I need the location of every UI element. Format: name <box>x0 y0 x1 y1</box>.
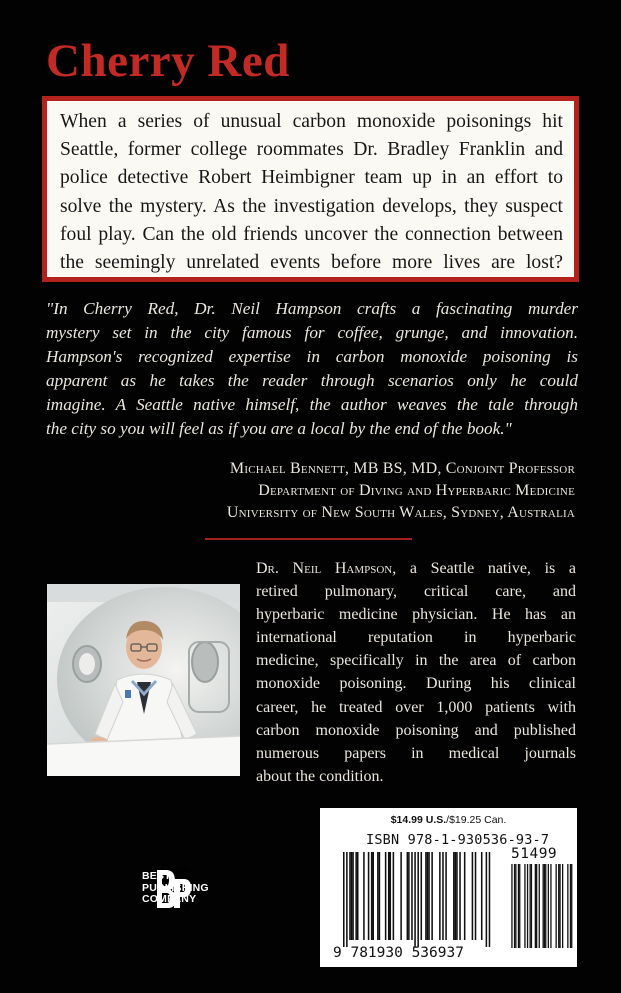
barcode-bar <box>388 852 390 940</box>
author-photo <box>47 584 240 776</box>
bio-line: retired pulmonary, critical care, and <box>256 583 576 601</box>
barcode-bar <box>351 852 353 940</box>
quote-line: apparent as he takes the reader through scenarios only he could <box>46 371 578 391</box>
bio-line: numerous papers in medical journals <box>256 744 576 762</box>
bio-line: about the condition. <box>256 767 384 785</box>
quote-line: imagine. A Seattle native himself, the author weaves the tale through <box>46 395 578 415</box>
barcode-bar <box>543 864 544 948</box>
barcode-bar <box>556 864 557 948</box>
quote-line: Hampson's recognized expertise in carbon monoxide poisoning is <box>46 347 578 367</box>
synopsis-line: Seattle, former college roommates Dr. Bradley Franklin and <box>60 139 563 161</box>
barcode-bar <box>343 852 345 947</box>
barcode-bar <box>408 852 410 940</box>
author-bio <box>256 557 576 788</box>
barcode-bar <box>559 864 560 948</box>
barcode-bar <box>417 852 419 947</box>
publisher-line-3: COMPANY <box>142 893 197 905</box>
barcode-bar <box>558 864 559 948</box>
bio-line: carbon monoxide poisoning and published <box>256 721 576 739</box>
barcode-bar <box>536 864 537 948</box>
barcode-bar <box>511 864 512 948</box>
bio-line: monoxide poisoning. During his clinical <box>256 675 576 693</box>
isbn-label: ISBN 978-1-930536-93-7 <box>366 832 550 848</box>
synopsis-line: the seemingly unrelated events before more lives are lost? <box>60 252 563 274</box>
barcode-bar <box>530 864 531 948</box>
barcode-bar <box>456 852 458 940</box>
synopsis-text <box>60 108 563 277</box>
attribution-line: Department of Diving and Hyperbaric Medicine <box>258 482 575 499</box>
barcode-bar <box>514 864 515 948</box>
book-title: Cherry Red <box>46 35 290 87</box>
barcode-bar <box>544 864 545 948</box>
barcode-bar <box>379 852 381 940</box>
barcode-bar <box>355 852 357 940</box>
quote-line: mystery set in the city famous for coffee, grunge, and innovation. <box>46 323 578 343</box>
quote-line: the city so you will feel as if you are a local by the end of the book." <box>46 419 512 439</box>
review-quote <box>46 297 578 442</box>
bio-line: career, he treated over 1,000 patients with <box>256 698 576 716</box>
bio-line <box>256 557 576 580</box>
barcode-bar <box>393 852 395 940</box>
barcode-bar <box>425 852 427 940</box>
barcode-bar <box>562 864 563 948</box>
bio-line: medicine, specifically in the area of carbon <box>256 652 576 670</box>
barcode-bar <box>531 864 532 948</box>
barcode-bar <box>421 852 423 940</box>
barcode-bar <box>407 852 409 940</box>
barcode-bar <box>571 864 572 948</box>
barcode-bar <box>349 852 351 940</box>
barcode-bar <box>346 852 348 947</box>
publisher-line-1: BEST <box>142 870 171 882</box>
barcode-bar <box>428 852 430 940</box>
barcode-bar <box>368 852 370 940</box>
barcode-bar <box>486 852 488 947</box>
barcode-bar <box>400 852 402 940</box>
barcode-bar <box>453 852 455 940</box>
barcode-bar <box>515 864 516 948</box>
barcode-bar <box>431 852 433 940</box>
barcode-bar <box>390 852 392 940</box>
barcode-bar <box>464 852 466 940</box>
barcode-bar <box>524 864 525 948</box>
barcode-panel <box>320 808 577 967</box>
barcode-bar <box>352 852 354 940</box>
price-us: $14.99 U.S. <box>390 814 447 826</box>
barcode-bar <box>414 852 416 947</box>
barcode-bar <box>439 852 441 940</box>
price-addon-label: 51499 <box>511 846 558 862</box>
barcode-bar <box>357 852 359 940</box>
synopsis-line: solve the mystery. As the investigation develops, they suspect <box>60 195 563 217</box>
synopsis-line: When a series of unusual carbon monoxide poisonings hit <box>60 111 563 132</box>
barcode-bar <box>567 864 568 948</box>
barcode-bar <box>489 852 491 947</box>
barcode-bar <box>550 864 551 948</box>
attribution-line: Michael Bennett, MB BS, MD, Conjoint Professor <box>229 460 575 477</box>
synopsis-line: police detective Robert Heimbigner team up in an effort to <box>60 167 563 189</box>
barcode-bars <box>320 808 577 967</box>
bio-first-line-rest: , a Seattle native, is a <box>392 560 576 577</box>
barcode-bar <box>519 864 520 948</box>
review-attribution <box>227 458 575 524</box>
quote-line: "In Cherry Red, Dr. Neil Hampson crafts a fascinating murder <box>46 299 578 318</box>
barcode-bar <box>377 852 379 940</box>
barcode-bar <box>459 852 461 940</box>
barcode-bar <box>371 852 373 940</box>
barcode-bar <box>570 864 571 948</box>
author-photo-illustration <box>47 584 240 776</box>
barcode-bar <box>539 864 540 948</box>
publisher-line-2: PUBLISHING <box>142 881 209 894</box>
ean-label: 9 781930 536937 <box>333 945 464 961</box>
barcode-bar <box>442 852 444 940</box>
synopsis-box <box>42 96 579 282</box>
synopsis-line: foul play. Can the old friends uncover the connection between <box>60 223 563 245</box>
barcode-bar <box>427 852 429 940</box>
section-divider <box>205 538 412 540</box>
barcode-bar <box>455 852 457 940</box>
attribution-line: University of New South Wales, Sydney, Australia <box>226 504 575 521</box>
publisher-name <box>142 871 209 906</box>
barcode-bar <box>527 864 528 948</box>
barcode-bar <box>545 864 546 948</box>
barcode-bar <box>411 852 413 940</box>
barcode-bar <box>472 852 474 940</box>
bio-line: hyperbaric medicine physician. He has an <box>256 606 576 624</box>
barcode-bar <box>475 852 477 940</box>
barcode-bar <box>385 852 387 940</box>
barcode-bar <box>518 864 519 948</box>
barcode-bar <box>535 864 536 948</box>
barcode-bar <box>363 852 365 940</box>
price-can: /$19.25 Can. <box>446 814 507 826</box>
author-name: Dr. Neil Hampson <box>256 560 393 577</box>
barcode-bar <box>372 852 374 940</box>
barcode-bar <box>548 864 549 948</box>
barcode-bar <box>445 852 447 940</box>
barcode-bar <box>481 852 483 940</box>
bio-line: international reputation in hyperbaric <box>256 629 576 647</box>
